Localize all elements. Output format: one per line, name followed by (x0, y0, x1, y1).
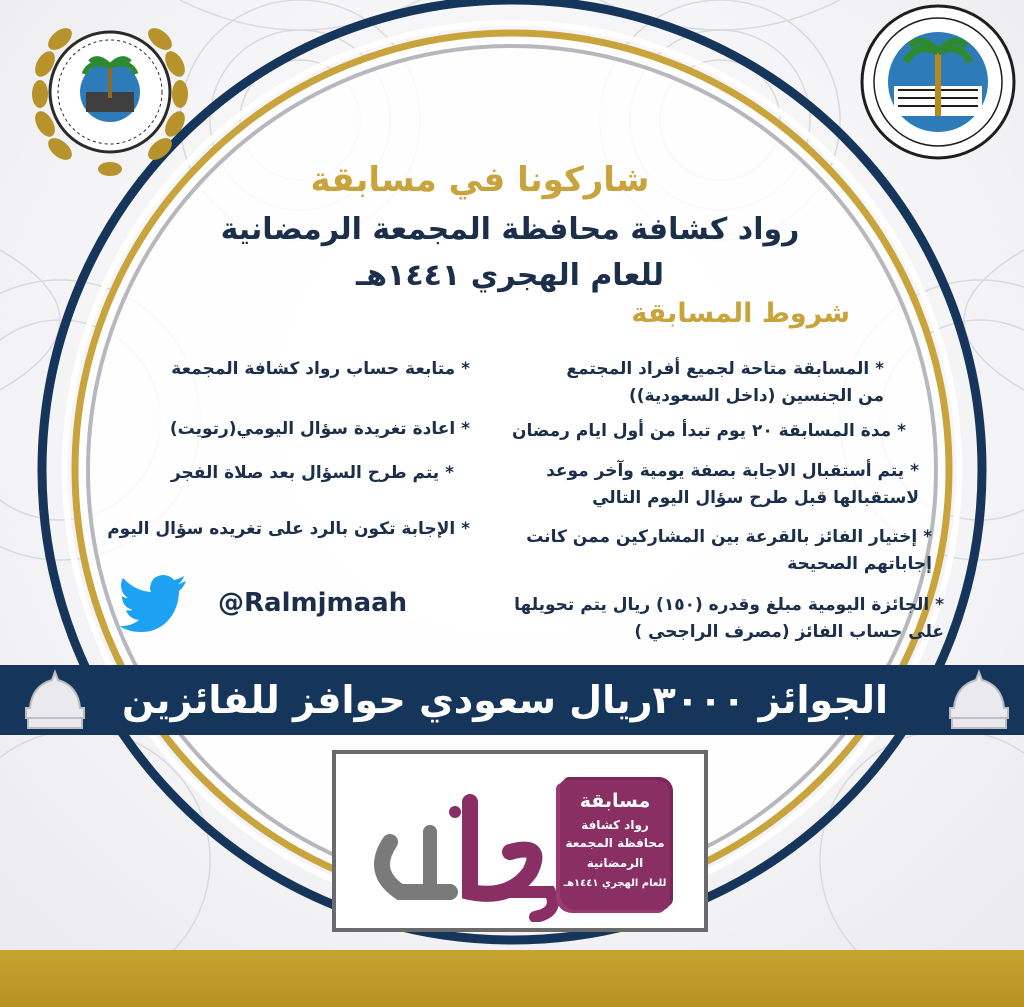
rule-line: * الجائزة اليومية مبلغ وقدره (١٥٠) ريال يتم تحويلها (514, 595, 944, 615)
rule-line: * إختيار الفائز بالقرعة بين المشاركين ممن كانت (526, 527, 932, 547)
rule-line: * يتم أستقبال الاجابة بصفة يومية وآخر موعد (546, 461, 919, 481)
hijri-year-line: للعام الهجري ١٤٤١هـ (355, 258, 665, 293)
badge-line: رواد كشافة (581, 818, 649, 832)
rule-line: * مدة المسابقة ٢٠ يوم تبدأ من أول ايام رمضان (512, 421, 906, 441)
rule-line: لاستقبالها قبل طرح سؤال اليوم التالي (592, 488, 919, 508)
join-heading: شاركونا في مسابقة (310, 160, 650, 200)
left-emblem-logo (20, 4, 200, 184)
scout-association-logo (858, 2, 1018, 162)
rule-line: * متابعة حساب رواد كشافة المجمعة (171, 359, 470, 379)
prize-banner-text: الجوائز ٣٠٠٠ريال سعودي حوافز للفائزين (121, 678, 889, 722)
ramadan-calligraphy-logo (360, 782, 570, 922)
rule-line: من الجنسين (داخل السعودية)) (629, 386, 884, 406)
badge-title: مسابقة (579, 790, 651, 812)
rule-line: على حساب الفائز (مصرف الراجحي ) (634, 622, 944, 642)
conditions-title: شروط المسابقة (631, 298, 850, 329)
dome-icon (20, 668, 90, 732)
rule-line: * المسابقة متاحة لجميع أفراد المجتمع (566, 359, 884, 379)
rule-line: * الإجابة تكون بالرد على تغريده سؤال اليوم (107, 519, 470, 539)
badge-line: الرمضانية (586, 856, 644, 870)
rule-line: * اعادة تغريدة سؤال اليومي(رتويت) (169, 419, 470, 439)
rule-line: إجاباتهم الصحيحة (787, 554, 932, 574)
rule-line: * يتم طرح السؤال بعد صلاة الفجر (170, 463, 454, 483)
twitter-icon[interactable] (118, 574, 188, 634)
badge-line: للعام الهجري ١٤٤١هـ (563, 878, 667, 889)
competition-title: رواد كشافة محافظة المجمعة الرمضانية (220, 212, 800, 247)
twitter-handle[interactable]: @Ralmjmaah (218, 588, 408, 618)
bottom-gold-bar (0, 950, 1024, 1007)
dome-icon (944, 668, 1014, 732)
badge-line: محافظة المجمعة (565, 836, 665, 850)
